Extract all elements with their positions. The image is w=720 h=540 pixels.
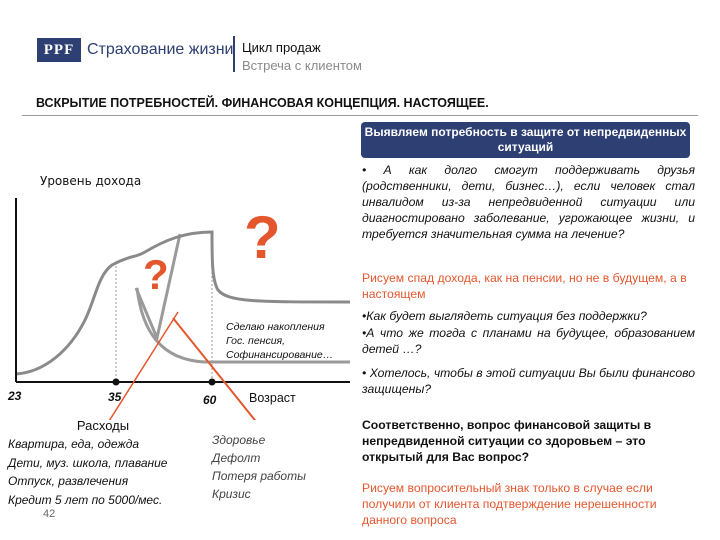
income-diagram [0,160,360,420]
savings-note [226,320,333,362]
note-line: Сделаю накопления [226,321,325,333]
logo-mark: PPF [37,38,81,62]
question-mark-icon: ? [244,204,281,271]
tick-marker-35 [113,379,120,386]
risk-item: Кризис [212,487,251,501]
question-paragraph: • Хотелось, чтобы в этой ситуации Вы были финансово защищены? [362,366,695,396]
question-paragraph: •А что же тогда с планами на будущее, образованием детей …? [362,326,695,356]
ppf-logo [37,38,233,62]
question-paragraph: • А как долго смогут поддерживать друзья (родственники, дети, бизнес…), если человек стал инвалидом из-за непредвиденной ситуации или диагностировано заболевание, угрожающее жизни, и требуется значительная сумма на лечение? [362,163,695,241]
note-line: Гос. пенсия, [226,335,286,347]
header-title: Цикл продаж [242,40,321,55]
question-mark-icon: ? [143,251,169,298]
expense-item: Отпуск, развлечения [8,474,129,488]
risk-item: Потеря работы [212,469,306,483]
expenses-list [8,435,167,509]
expense-item: Кредит 5 лет по 5000/мес. [8,492,163,507]
drawing-instruction: Рисуем спад дохода, как на пенсии, но не в будущем, а в настоящем [362,271,687,301]
risk-item: Здоровье [212,433,266,447]
risk-item: Дефолт [212,451,261,465]
x-axis-label: Возраст [249,391,296,405]
page-title: ВСКРЫТИЕ ПОТРЕБНОСТЕЙ. ФИНАНСОВАЯ КОНЦЕПЦИЯ. НАСТОЯЩЕЕ. [36,96,489,110]
page-number: 42 [43,508,56,520]
expense-item: Дети, муз. школа, плавание [8,455,168,470]
note-line: Софинансирование… [226,349,334,361]
risks-list [212,431,306,503]
header-divider [233,36,235,72]
final-instruction: Рисуем вопросительный знак только в случае если получили от клиента подтверждение нерешенности данного вопроса [362,481,657,527]
section-banner: Выявляем потребность в защите от непредвиденных ситуаций [361,122,690,158]
title-divider [22,115,698,116]
logo-text: Страхование жизни [87,41,234,58]
x-tick-label: 35 [108,390,122,404]
pointer-line-2 [92,312,178,420]
expense-item: Квартира, еда, одежда [8,437,140,451]
expenses-title: Расходы [76,418,130,433]
y-axis-label: Уровень дохода [40,174,142,188]
question-paragraph: •Как будет выглядеть ситуация без поддержки? [362,309,647,323]
tick-marker-60 [209,379,216,386]
x-tick-label: 60 [203,393,217,407]
conclusion-text: Соответственно, вопрос финансовой защиты в непредвиденной ситуации со здоровьем – это открытый для Вас вопрос? [362,418,652,464]
header-subtitle: Встреча с клиентом [242,58,362,73]
x-tick-label: 23 [8,389,22,403]
